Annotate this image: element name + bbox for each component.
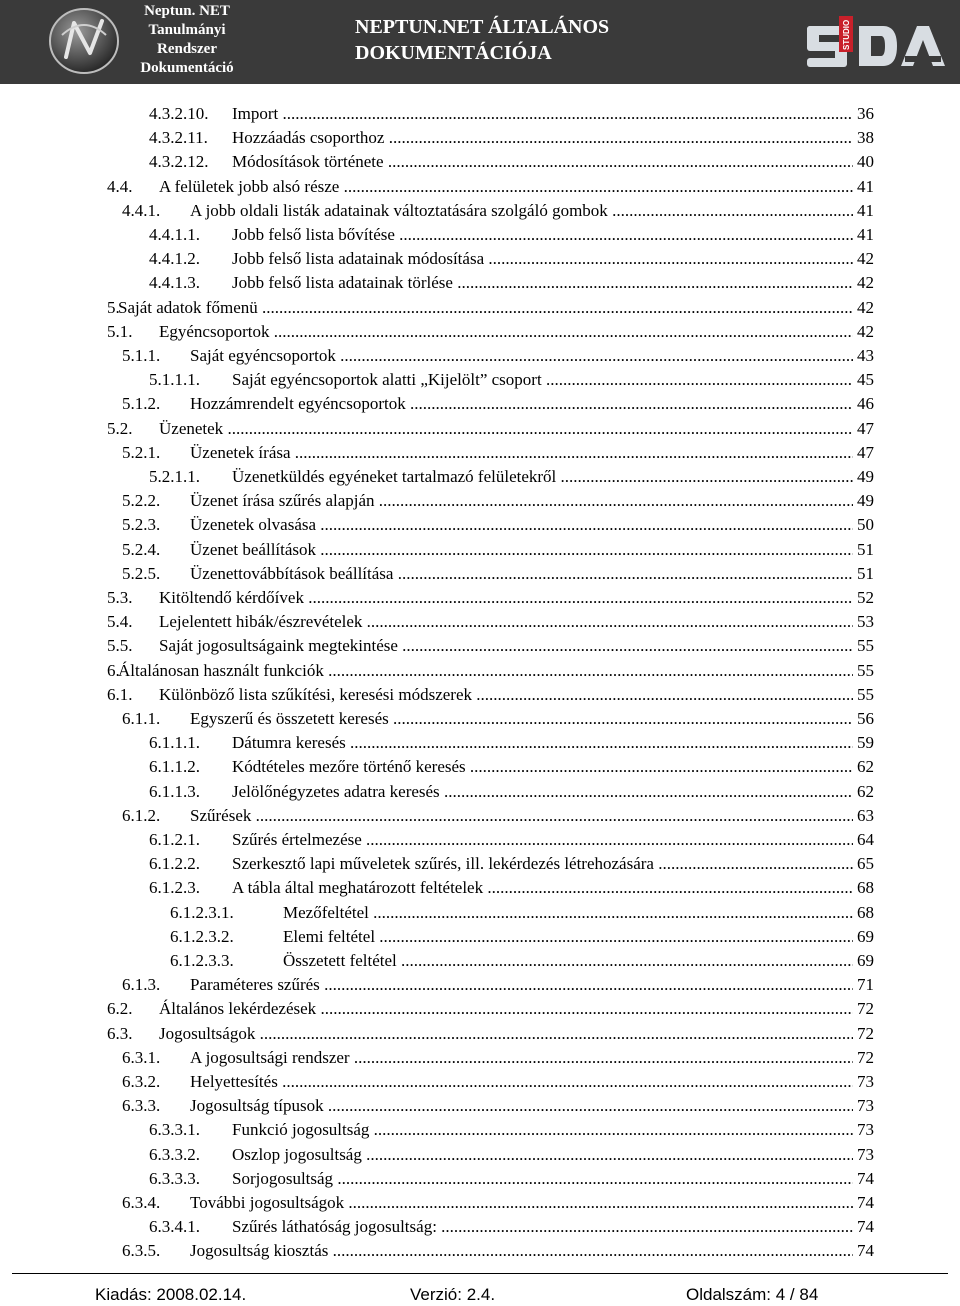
header-title-line: NEPTUN.NET ÁLTALÁNOS — [355, 16, 610, 38]
toc-entry-page: 43 — [853, 344, 874, 368]
toc-entry-page: 42 — [853, 296, 874, 320]
toc-entry[interactable] — [0, 659, 874, 683]
toc-entry-page: 62 — [853, 755, 874, 779]
toc-entry-title: Üzenetek olvasása ..... — [190, 513, 870, 537]
toc-entry-title: Szűrések ..... — [190, 804, 870, 828]
toc-entry-page: 73 — [853, 1143, 874, 1167]
toc-entry-title: Jobb felső lista adatainak törlése ..... — [232, 271, 870, 295]
toc-entry-page: 72 — [853, 1022, 874, 1046]
toc-entry-page: 71 — [853, 973, 874, 997]
toc-entry-number: 6.1.1.1. — [149, 733, 200, 753]
toc-entry-number: 6.1.1.3. — [149, 781, 200, 801]
toc-entry-number: 5.2. — [107, 418, 133, 438]
toc-entry-number: 5. — [107, 297, 120, 317]
toc-entry-title: Saját adatok főmenü ..... — [118, 296, 870, 320]
toc-entry-number: 6.1.2.3.1. — [170, 902, 234, 922]
toc-entry-title: További jogosultságok ..... — [190, 1191, 870, 1215]
toc-entry-page: 69 — [853, 949, 874, 973]
toc-entry-number: 6.3.3. — [122, 1096, 161, 1116]
toc-entry[interactable] — [0, 828, 874, 852]
toc-entry[interactable] — [0, 634, 874, 658]
toc-entry-title: A jobb oldali listák adatainak változtatására szolgáló gombok ..... — [190, 199, 870, 223]
toc-entry-number: 6.2. — [107, 999, 133, 1019]
sda-studio-logo-icon — [805, 12, 957, 72]
toc-entry[interactable] — [0, 417, 874, 441]
toc-entry[interactable] — [0, 1191, 874, 1215]
toc-entry-number: 4.3.2.11. — [149, 128, 208, 148]
footer-page-number: Oldalszám: 4 / 84 — [686, 1285, 819, 1304]
toc-entry[interactable] — [0, 973, 874, 997]
toc-entry-page: 73 — [853, 1070, 874, 1094]
toc-entry-title: Egyéncsoportok ..... — [159, 320, 870, 344]
toc-entry-number: 6.1.1.2. — [149, 757, 200, 777]
toc-entry-page: 40 — [853, 150, 874, 174]
toc-entry[interactable] — [0, 1215, 874, 1239]
toc-entry-page: 68 — [853, 901, 874, 925]
neptun-logo-icon — [44, 5, 124, 77]
header-document-title — [355, 14, 655, 66]
toc-entry[interactable] — [0, 562, 874, 586]
toc-entry[interactable] — [0, 1118, 874, 1142]
toc-entry[interactable] — [0, 223, 874, 247]
toc-entry[interactable] — [0, 876, 874, 900]
toc-entry-page: 50 — [853, 513, 874, 537]
toc-entry-number: 5.1.1. — [122, 346, 161, 365]
toc-entry[interactable] — [0, 126, 874, 150]
toc-entry-title: Import ..... — [232, 102, 870, 126]
toc-entry-number: 6.3.4.1. — [149, 1217, 200, 1237]
toc-entry-title: Üzenet írása szűrés alapján ..... — [190, 489, 870, 513]
toc-entry[interactable] — [0, 247, 874, 271]
toc-entry-number: 6. — [107, 660, 120, 680]
toc-entry[interactable] — [0, 1070, 874, 1094]
toc-entry-page: 41 — [853, 223, 874, 247]
toc-entry-title: Saját egyéncsoportok alatti „Kijelölt” csoport ..... — [232, 368, 870, 392]
toc-entry-page: 53 — [853, 610, 874, 634]
toc-entry-page: 49 — [853, 489, 874, 513]
toc-entry-number: 5.2.4. — [122, 539, 161, 559]
toc-entry-number: 5.2.5. — [122, 563, 161, 583]
toc-entry-number: 5.1. — [107, 321, 133, 341]
toc-entry[interactable] — [0, 852, 874, 876]
toc-entry-title: Oszlop jogosultság ..... — [232, 1143, 870, 1167]
toc-entry-title: A felületek jobb alsó része ..... — [159, 175, 870, 199]
toc-entry-title: Szűrés láthatóság jogosultság: ..... — [232, 1215, 870, 1239]
toc-entry-number: 5.2.2. — [122, 491, 161, 511]
toc-entry-number: 4.4.1.1. — [149, 225, 200, 244]
toc-entry-title: Saját egyéncsoportok ..... — [190, 344, 870, 368]
toc-entry-number: 6.1.3. — [122, 975, 161, 995]
toc-entry-title: Módosítások története ..... — [232, 150, 870, 174]
toc-entry-number: 6.1.2.3.3. — [170, 951, 234, 970]
toc-entry-page: 47 — [853, 417, 874, 441]
toc-entry[interactable] — [0, 489, 874, 513]
toc-entry-number: 6.3. — [107, 1023, 133, 1043]
toc-entry-page: 42 — [853, 247, 874, 271]
toc-entry[interactable] — [0, 344, 874, 368]
toc-entry[interactable] — [0, 150, 874, 174]
toc-entry[interactable] — [0, 320, 874, 344]
toc-entry-page: 73 — [853, 1118, 874, 1142]
toc-entry-number: 4.3.2.12. — [149, 152, 209, 172]
toc-entry-page: 64 — [853, 828, 874, 852]
toc-entry-number: 5.2.3. — [122, 515, 161, 535]
toc-entry[interactable] — [0, 465, 874, 489]
toc-entry-title: Funkció jogosultság ..... — [232, 1118, 870, 1142]
toc-entry-number: 6.3.2. — [122, 1072, 161, 1091]
toc-entry[interactable] — [0, 755, 874, 779]
toc-entry-title: Hozzámrendelt egyéncsoportok ..... — [190, 392, 870, 416]
toc-entry-page: 51 — [853, 538, 874, 562]
toc-entry-page: 63 — [853, 804, 874, 828]
toc-entry-number: 6.3.5. — [122, 1241, 161, 1261]
toc-entry-title: Mezőfeltétel ..... — [283, 901, 870, 925]
toc-entry[interactable] — [0, 271, 874, 295]
toc-entry-page: 46 — [853, 392, 874, 416]
toc-entry-title: Sorjogosultság ..... — [232, 1167, 870, 1191]
toc-entry-number: 4.4.1. — [122, 200, 161, 220]
toc-entry-page: 72 — [853, 997, 874, 1021]
toc-entry[interactable] — [0, 804, 874, 828]
toc-entry-number: 5.1.1.1. — [149, 370, 200, 390]
toc-entry-number: 6.1.2.3.2. — [170, 926, 234, 946]
toc-entry-number: 4.4.1.2. — [149, 249, 200, 269]
toc-entry[interactable] — [0, 997, 874, 1021]
toc-entry[interactable] — [0, 199, 874, 223]
toc-entry-title: Üzenetek ..... — [159, 417, 870, 441]
toc-entry[interactable] — [0, 780, 874, 804]
toc-entry-title: Helyettesítés ..... — [190, 1070, 870, 1094]
toc-entry[interactable] — [0, 1143, 874, 1167]
toc-entry[interactable] — [0, 1239, 874, 1263]
toc-entry[interactable] — [0, 610, 874, 634]
toc-entry[interactable] — [0, 586, 874, 610]
toc-entry[interactable] — [0, 731, 874, 755]
toc-entry[interactable] — [0, 1046, 874, 1070]
toc-entry-title: Egyszerű és összetett keresés ..... — [190, 707, 870, 731]
header-product-name — [124, 0, 250, 86]
toc-entry-number: 4.3.2.10. — [149, 104, 209, 123]
toc-entry-title: Paraméteres szűrés ..... — [190, 973, 870, 997]
toc-entry-number: 6.3.3.1. — [149, 1120, 200, 1140]
toc-entry-title: Üzenetküldés egyéneket tartalmazó felületekről ..... — [232, 465, 870, 489]
logo-studio-badge: STUDIO — [842, 19, 851, 50]
toc-entry[interactable] — [0, 683, 874, 707]
toc-entry-number: 5.4. — [107, 612, 133, 632]
toc-entry-number: 5.3. — [107, 588, 133, 607]
toc-entry-page: 38 — [853, 126, 874, 150]
logo-sda-text: SDA — [805, 12, 808, 13]
toc-entry[interactable] — [0, 707, 874, 731]
toc-entry-page: 49 — [853, 465, 874, 489]
toc-entry-page: 59 — [853, 731, 874, 755]
toc-entry-page: 72 — [853, 1046, 874, 1070]
toc-entry[interactable] — [0, 901, 874, 925]
toc-entry-title: Hozzáadás csoporthoz ..... — [232, 126, 870, 150]
toc-entry-title: Összetett feltétel ..... — [283, 949, 870, 973]
toc-entry-page: 62 — [853, 780, 874, 804]
header-product-line: Dokumentáció — [140, 60, 234, 76]
toc-entry-page: 47 — [853, 441, 874, 465]
toc-entry-page: 56 — [853, 707, 874, 731]
toc-entry[interactable] — [0, 925, 874, 949]
toc-entry-number: 5.1.2. — [122, 394, 161, 414]
toc-entry-number: 6.1.2.1. — [149, 830, 200, 849]
toc-entry-number: 6.1.2. — [122, 805, 161, 825]
toc-entry-page: 73 — [853, 1094, 874, 1118]
header-product-line: Rendszer — [157, 41, 217, 57]
toc-entry-page: 51 — [853, 562, 874, 586]
toc-entry-number: 5.5. — [107, 636, 133, 656]
toc-entry-page: 36 — [853, 102, 874, 126]
toc-entry-page: 74 — [853, 1167, 874, 1191]
toc-entry[interactable] — [0, 296, 874, 320]
toc-entry-page: 69 — [853, 925, 874, 949]
toc-entry-title: A jogosultsági rendszer ..... — [190, 1046, 870, 1070]
header-title-line: DOKUMENTÁCIÓJA — [355, 42, 552, 64]
footer-divider — [12, 1273, 948, 1274]
toc-entry-number: 6.1.2.2. — [149, 854, 200, 874]
toc-entry[interactable] — [0, 102, 874, 126]
footer-issue-date: Kiadás: 2008.02.14. — [95, 1285, 247, 1304]
footer-version: Verzió: 2.4. — [410, 1285, 496, 1304]
toc-entry-page: 55 — [853, 659, 874, 683]
toc-entry[interactable] — [0, 1094, 874, 1118]
page-header — [0, 0, 960, 84]
toc-entry[interactable] — [0, 175, 874, 199]
toc-entry-title: Jogosultság kiosztás ..... — [190, 1239, 870, 1263]
toc-entry-title: Jogosultságok ..... — [159, 1022, 870, 1046]
toc-entry-number: 4.4. — [107, 176, 133, 196]
toc-entry-page: 42 — [853, 320, 874, 344]
toc-entry-title: Elemi feltétel ..... — [283, 925, 870, 949]
toc-entry-page: 55 — [853, 634, 874, 658]
toc-entry[interactable] — [0, 1022, 874, 1046]
toc-entry-number: 6.1. — [107, 684, 133, 704]
toc-entry[interactable] — [0, 441, 874, 465]
toc-entry-title: Üzenet beállítások ..... — [190, 538, 870, 562]
toc-entry-number: 6.1.2.3. — [149, 878, 200, 898]
toc-entry[interactable] — [0, 392, 874, 416]
toc-entry-number: 6.3.1. — [122, 1047, 161, 1067]
toc-entry-page: 74 — [853, 1191, 874, 1215]
toc-entry-title: Kódtételes mezőre történő keresés ..... — [232, 755, 870, 779]
toc-entry-title: Dátumra keresés ..... — [232, 731, 870, 755]
toc-entry-title: Általános lekérdezések ..... — [159, 997, 870, 1021]
toc-entry-title: Szerkesztő lapi műveletek szűrés, ill. lekérdezés létrehozására ..... — [232, 852, 870, 876]
toc-entry-title: Szűrés értelmezése ..... — [232, 828, 870, 852]
toc-entry-number: 6.3.3.2. — [149, 1144, 200, 1164]
toc-entry[interactable] — [0, 368, 874, 392]
toc-entry-number: 6.1.1. — [122, 709, 161, 728]
toc-entry-number: 5.2.1.1. — [149, 467, 200, 486]
toc-entry-number: 6.3.4. — [122, 1193, 161, 1212]
toc-entry[interactable] — [0, 538, 874, 562]
toc-entry-page: 74 — [853, 1215, 874, 1239]
toc-entry[interactable] — [0, 949, 874, 973]
toc-entry-title: Jobb felső lista bővítése ..... — [232, 223, 870, 247]
toc-entry-title: Üzenettovábbítások beállítása ..... — [190, 562, 870, 586]
header-product-line: Neptun. NET — [144, 3, 230, 19]
toc-entry-title: A tábla által meghatározott feltételek ..... — [232, 876, 870, 900]
toc-entry-title: Jobb felső lista adatainak módosítása ..... — [232, 247, 870, 271]
toc-entry-page: 65 — [853, 852, 874, 876]
toc-entry-title: Saját jogosultságaink megtekintése ..... — [159, 634, 870, 658]
toc-entry-page: 45 — [853, 368, 874, 392]
toc-entry-title: Jelölőnégyzetes adatra keresés ..... — [232, 780, 870, 804]
toc-entry-title: Kitöltendő kérdőívek ..... — [159, 586, 870, 610]
toc-entry-title: Lejelentett hibák/észrevételek ..... — [159, 610, 870, 634]
toc-entry[interactable] — [0, 1167, 874, 1191]
toc-entry-page: 41 — [853, 199, 874, 223]
toc-entry-page: 74 — [853, 1239, 874, 1263]
toc-entry-page: 68 — [853, 876, 874, 900]
toc-entry-page: 42 — [853, 271, 874, 295]
toc-entry-number: 6.3.3.3. — [149, 1168, 200, 1188]
header-product-line: Tanulmányi — [148, 22, 226, 38]
toc-entry-title: Jogosultság típusok ..... — [190, 1094, 870, 1118]
toc-entry-title: Általánosan használt funkciók ..... — [118, 659, 870, 683]
toc-entry-number: 4.4.1.3. — [149, 273, 200, 293]
toc-entry-page: 52 — [853, 586, 874, 610]
toc-entry-page: 41 — [853, 175, 874, 199]
toc-entry-page: 55 — [853, 683, 874, 707]
toc-entry-title: Különböző lista szűkítési, keresési módszerek ..... — [159, 683, 870, 707]
toc-entry-title: Üzenetek írása ..... — [190, 441, 870, 465]
toc-entry-number: 5.2.1. — [122, 442, 161, 462]
toc-entry[interactable] — [0, 513, 874, 537]
